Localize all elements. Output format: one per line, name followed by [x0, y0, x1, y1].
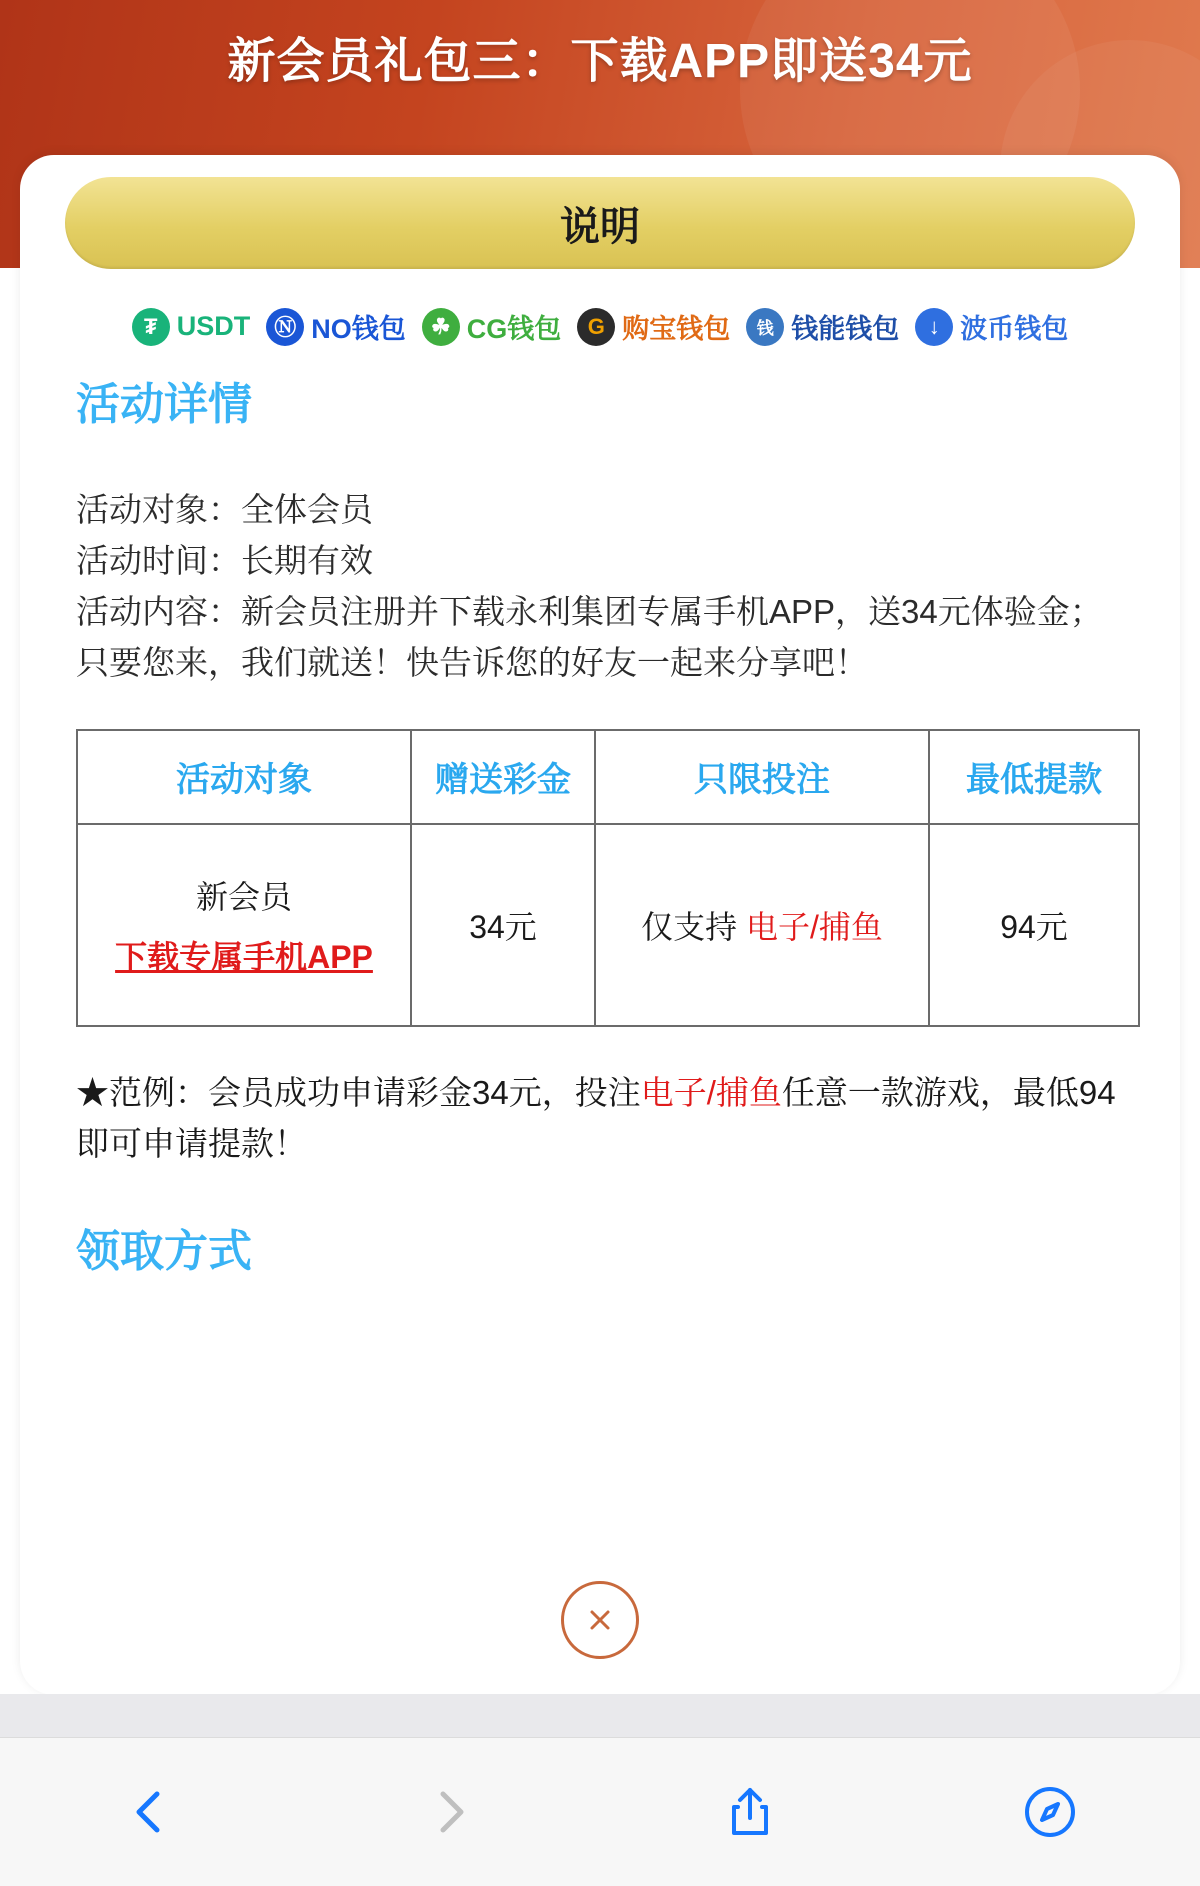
table-header-bonus: 赠送彩金 [411, 730, 595, 824]
cell-bet-highlight: 电子/捕鱼 [746, 908, 883, 945]
detail-line-time: 活动时间：长期有效 [76, 542, 373, 580]
chevron-right-icon [428, 1786, 472, 1838]
wallet-item-goubao[interactable] [577, 307, 730, 346]
forward-button[interactable] [300, 1786, 600, 1838]
promo-card [20, 155, 1180, 1695]
wallet-label: NO钱包 [311, 314, 406, 344]
wallet-item-no[interactable] [266, 307, 406, 346]
cell-bonus: 34元 [411, 824, 595, 1026]
cell-bet [595, 824, 929, 1026]
page-title: 新会员礼包三：下载APP即送34元 [227, 35, 973, 88]
promo-content [20, 368, 1180, 1279]
example-prefix: ★范例：会员成功申请彩金34元，投注 [76, 1073, 641, 1111]
table-header-target: 活动对象 [77, 730, 411, 824]
usdt-icon: ₮ [132, 308, 170, 346]
table-header-bet: 只限投注 [595, 730, 929, 824]
section-title-claim: 领取方式 [76, 1226, 252, 1276]
table-row [77, 824, 1139, 1026]
close-button[interactable] [561, 1581, 639, 1659]
cell-min-withdraw: 94元 [929, 824, 1139, 1026]
bobi-wallet-icon: ↓ [915, 308, 953, 346]
section-title-details: 活动详情 [76, 380, 252, 429]
example-highlight: 电子/捕鱼 [640, 1073, 782, 1111]
wallet-list [20, 307, 1180, 346]
compass-icon [1023, 1785, 1077, 1839]
no-wallet-icon: Ⓝ [266, 308, 304, 346]
cell-target-main: 新会员 [195, 878, 292, 915]
wallet-label: USDT [176, 311, 251, 341]
table-header-row [77, 730, 1139, 824]
cg-wallet-icon: ☘ [422, 308, 460, 346]
share-button[interactable] [600, 1784, 900, 1840]
wallet-item-cg[interactable] [422, 307, 562, 346]
explain-button[interactable]: 说明 [65, 177, 1135, 269]
back-button[interactable] [0, 1786, 300, 1838]
cell-target [77, 824, 411, 1026]
wallet-item-qianneng[interactable] [746, 307, 899, 346]
table-header-withdraw: 最低提款 [929, 730, 1139, 824]
share-icon [724, 1784, 776, 1840]
wallet-label: 钱能钱包 [791, 314, 900, 344]
example-text [76, 1067, 1124, 1169]
explore-button[interactable] [900, 1785, 1200, 1839]
wallet-label: 波币钱包 [960, 314, 1069, 344]
page-bottom-strip [0, 1694, 1200, 1738]
example-suffix: 任意一款游戏，最低94即可申请提款！ [76, 1073, 1116, 1162]
detail-line-target: 活动对象：全体会员 [76, 491, 373, 528]
promo-table [76, 729, 1140, 1027]
wallet-item-bobi[interactable] [915, 307, 1068, 346]
wallet-item-usdt[interactable] [132, 308, 251, 346]
wallet-label: CG钱包 [466, 314, 562, 344]
download-app-link[interactable]: 下载专属手机APP [115, 938, 373, 975]
close-button-wrapper [20, 1581, 1180, 1659]
close-icon [582, 1602, 618, 1638]
detail-line-content: 活动内容：新会员注册并下载永利集团专属手机APP，送34元体验金；只要您来，我们就送！快告诉您的好友一起来分享吧！ [76, 593, 1103, 682]
goubao-wallet-icon: G [577, 308, 615, 346]
wallet-label: 购宝钱包 [622, 314, 731, 344]
browser-toolbar [0, 1737, 1200, 1886]
qianneng-wallet-icon: 钱 [746, 308, 784, 346]
cell-bet-prefix: 仅支持 [641, 908, 746, 945]
chevron-left-icon [128, 1786, 172, 1838]
